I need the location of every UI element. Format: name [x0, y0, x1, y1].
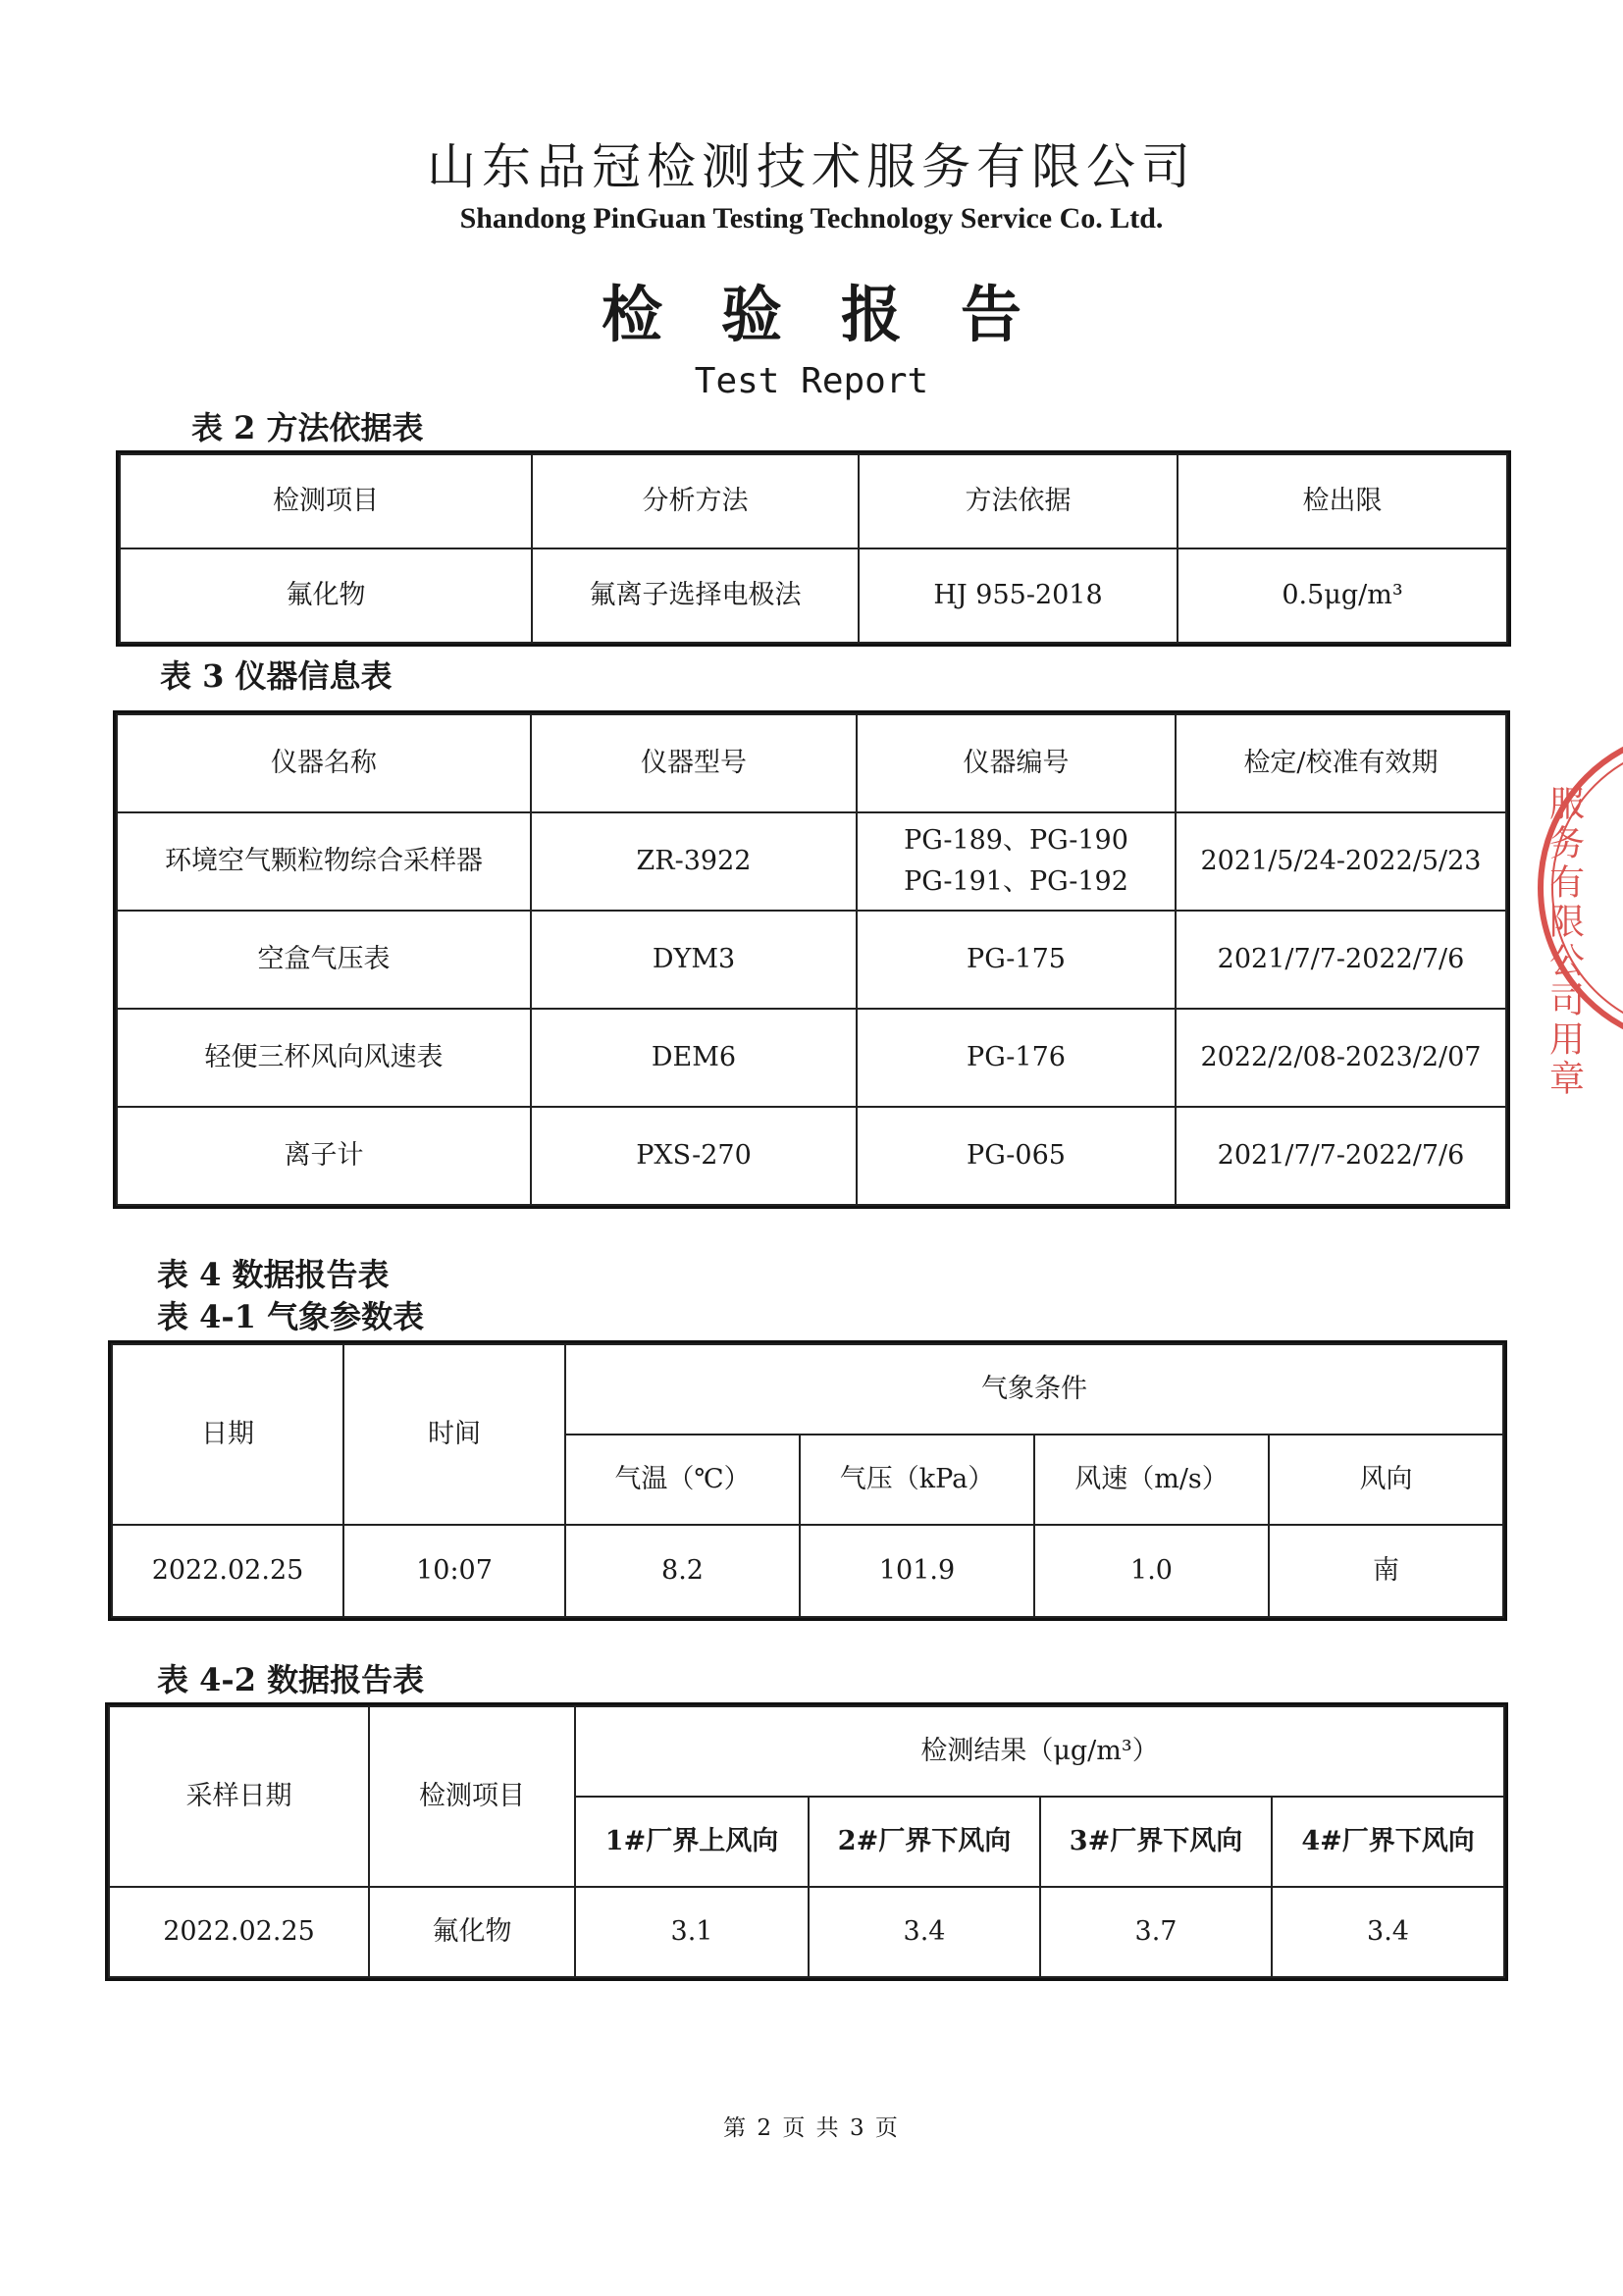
table-cell: 氟化物: [120, 548, 532, 643]
table-cell: 101.9: [800, 1525, 1034, 1617]
table4-caption: 表 4 数据报告表: [157, 1256, 390, 1293]
table-header-cell: 检出限: [1178, 454, 1507, 548]
table-header-cell: 检测项目: [120, 454, 532, 548]
table-row: [120, 548, 1507, 643]
table-header-cell: 1#厂界上风向: [575, 1797, 809, 1887]
table-header-cell: 检测项目: [369, 1706, 575, 1887]
table-row: [109, 1887, 1504, 1977]
table-cell: 氟化物: [369, 1887, 575, 1977]
instrument-code-line: PG-189、PG-190: [904, 825, 1128, 856]
table-header-cell: 风速（m/s）: [1034, 1435, 1269, 1525]
table-cell: DYM3: [531, 911, 857, 1009]
table-cell: 3.4: [1272, 1887, 1504, 1977]
table-header-row: [120, 454, 1507, 548]
table-row: [112, 1525, 1503, 1617]
table-cell: 2021/7/7-2022/7/6: [1176, 911, 1506, 1009]
table-cell: 3.1: [575, 1887, 809, 1977]
company-seal-stamp: [1531, 726, 1623, 1099]
table-cell: 10:07: [343, 1525, 565, 1617]
seal-text: 服务有限公司用章: [1544, 785, 1585, 1099]
company-name-en: Shandong PinGuan Testing Technology Service Co. Ltd.: [459, 202, 1164, 235]
table-header-row: [117, 714, 1506, 812]
table-cell: 2021/5/24-2022/5/23: [1176, 812, 1506, 911]
table-cell: ZR-3922: [531, 812, 857, 911]
table-cell: 3.4: [809, 1887, 1040, 1977]
table-row: [117, 812, 1506, 911]
table-header-cell: 日期: [112, 1344, 343, 1525]
table-cell: 空盒气压表: [117, 911, 531, 1009]
table-header-cell: 时间: [343, 1344, 565, 1525]
table-header-cell: 气压（kPa）: [800, 1435, 1034, 1525]
table-cell: 轻便三杯风向风速表: [117, 1009, 531, 1107]
table-header-cell: 分析方法: [532, 454, 859, 548]
table-header-cell: 仪器型号: [531, 714, 857, 812]
table-cell: 2022.02.25: [109, 1887, 369, 1977]
table-cell: 2022/2/08-2023/2/07: [1176, 1009, 1506, 1107]
page-number: 第 2 页 共 3 页: [723, 2115, 900, 2141]
table-cell: 氟离子选择电极法: [532, 548, 859, 643]
instrument-table: [116, 713, 1507, 1206]
table3-caption: 表 3 仪器信息表: [160, 657, 393, 695]
weather-table: [111, 1343, 1504, 1618]
table-cell: 8.2: [565, 1525, 800, 1617]
table-header-cell: 仪器名称: [117, 714, 531, 812]
table-header-cell: 4#厂界下风向: [1272, 1797, 1504, 1887]
table-header-cell: 2#厂界下风向: [809, 1797, 1040, 1887]
table-header-cell: 仪器编号: [857, 714, 1176, 812]
result-table: [108, 1705, 1505, 1978]
table-cell: PXS-270: [531, 1107, 857, 1205]
table-header-cell: 方法依据: [859, 454, 1178, 548]
table-cell: 南: [1269, 1525, 1503, 1617]
report-title-en: Test Report: [694, 361, 929, 401]
table-cell: 环境空气颗粒物综合采样器: [117, 812, 531, 911]
table-header-cell: 气温（℃）: [565, 1435, 800, 1525]
table2-caption: 表 2 方法依据表: [191, 409, 424, 446]
table-cell: 3.7: [1040, 1887, 1272, 1977]
table-cell: 1.0: [1034, 1525, 1269, 1617]
table-cell: PG-176: [857, 1009, 1176, 1107]
company-name-cn: 山东品冠检测技术服务有限公司: [427, 138, 1196, 195]
table-header-group: 气象条件: [565, 1344, 1503, 1435]
table-header-group: 检测结果（μg/m³）: [575, 1706, 1504, 1797]
table4-2-caption: 表 4-2 数据报告表: [157, 1661, 425, 1698]
table-cell: PG-065: [857, 1107, 1176, 1205]
table-header-cell: 风向: [1269, 1435, 1503, 1525]
method-table: [119, 453, 1508, 644]
table-cell-multiline: [857, 812, 1176, 911]
table-header-cell: 检定/校准有效期: [1176, 714, 1506, 812]
instrument-code-line: PG-191、PG-192: [904, 866, 1128, 897]
table-cell: 2022.02.25: [112, 1525, 343, 1617]
table-header-cell: 采样日期: [109, 1706, 369, 1887]
table4-1-caption: 表 4-1 气象参数表: [157, 1298, 425, 1335]
table-row: [117, 1009, 1506, 1107]
report-title-cn: 检验报告: [601, 279, 1080, 350]
table-row: [117, 1107, 1506, 1205]
table-row: [117, 911, 1506, 1009]
table-cell: HJ 955-2018: [859, 548, 1178, 643]
table-header-cell: 3#厂界下风向: [1040, 1797, 1272, 1887]
table-cell: PG-175: [857, 911, 1176, 1009]
table-cell: 0.5μg/m³: [1178, 548, 1507, 643]
table-header-row: [109, 1706, 1504, 1797]
table-cell: 离子计: [117, 1107, 531, 1205]
table-header-row: [112, 1344, 1503, 1435]
table-cell: 2021/7/7-2022/7/6: [1176, 1107, 1506, 1205]
table-cell: DEM6: [531, 1009, 857, 1107]
